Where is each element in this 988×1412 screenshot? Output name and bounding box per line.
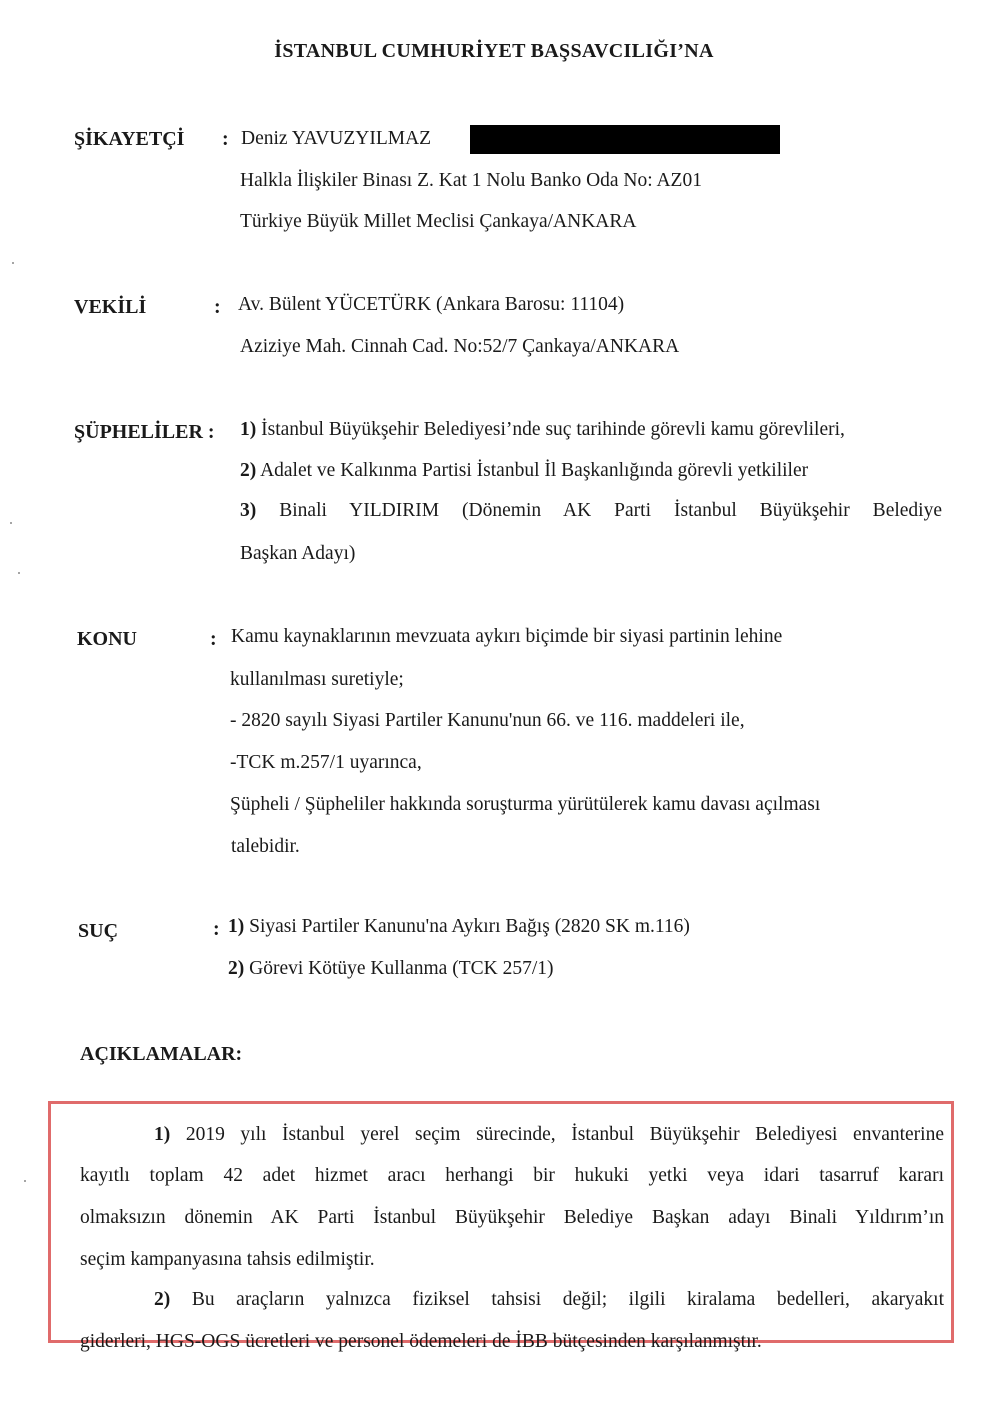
explanation-p1-line bbox=[154, 1124, 944, 1146]
complainant-address-line2: Türkiye Büyük Millet Meclisi Çankaya/ANKARA bbox=[240, 211, 637, 232]
subject-line: talebidir. bbox=[231, 836, 300, 857]
paragraph-text: 2019 yılı İstanbul yerel seçim sürecinde, İstanbul Büyükşehir Belediyesi envanterine bbox=[185, 1124, 944, 1145]
complainant-address-line1: Halkla İlişkiler Binası Z. Kat 1 Nolu Banko Oda No: AZ01 bbox=[240, 170, 702, 191]
redaction-bar bbox=[470, 125, 780, 154]
subject-colon: : bbox=[210, 628, 217, 650]
subject-line: kullanılması suretiyle; bbox=[230, 669, 404, 690]
explanation-p1-line: seçim kampanyasına tahsis edilmiştir. bbox=[80, 1249, 375, 1270]
subject-line: - 2820 sayılı Siyasi Partiler Kanunu'nun 66. ve 116. maddeleri ile, bbox=[230, 710, 745, 731]
crime-item-2 bbox=[228, 958, 553, 980]
subject-line: Şüpheli / Şüpheliler hakkında soruşturma yürütülerek kamu davası açılması bbox=[230, 794, 821, 815]
crime-number: 2) bbox=[228, 958, 245, 979]
suspect-text: Adalet ve Kalkınma Partisi İstanbul İl Başkanlığında görevli yetkililer bbox=[260, 460, 809, 481]
subject-label: KONU bbox=[77, 628, 137, 650]
paragraph-number: 1) bbox=[154, 1124, 171, 1145]
scan-speck bbox=[12, 262, 14, 264]
document-title: İSTANBUL CUMHURİYET BAŞSAVCILIĞI’NA bbox=[274, 40, 714, 62]
explanation-p2-line bbox=[154, 1289, 944, 1311]
suspect-text: Binali YILDIRIM (Dönemin AK Parti İstanbul Büyükşehir Belediye bbox=[279, 500, 942, 521]
explanation-p2-line: giderleri, HGS-OGS ücretleri ve personel ödemeleri de İBB bütçesinden karşılanmıştır. bbox=[80, 1331, 762, 1352]
crime-item-1 bbox=[228, 916, 690, 938]
subject-line: -TCK m.257/1 uyarınca, bbox=[230, 752, 422, 773]
attorney-colon: : bbox=[214, 296, 221, 318]
scan-speck bbox=[24, 1180, 26, 1182]
suspect-item-2 bbox=[240, 460, 808, 482]
subject-line: Kamu kaynaklarının mevzuata aykırı biçimde bir siyasi partinin lehine bbox=[231, 626, 783, 647]
suspect-text: İstanbul Büyükşehir Belediyesi’nde suç tarihinde görevli kamu görevlileri, bbox=[261, 419, 845, 440]
attorney-name: Av. Bülent YÜCETÜRK (Ankara Barosu: 11104) bbox=[238, 294, 625, 315]
suspect-item-1 bbox=[240, 419, 845, 441]
crime-label: SUÇ bbox=[78, 920, 119, 942]
explanation-p1-line: kayıtlı toplam 42 adet hizmet aracı herhangi bir hukuki yetki veya idari tasarruf kararı bbox=[80, 1165, 944, 1186]
crime-number: 1) bbox=[228, 916, 245, 937]
crime-text: Görevi Kötüye Kullanma (TCK 257/1) bbox=[249, 958, 554, 979]
suspect-item-3 bbox=[240, 500, 942, 522]
attorney-label: VEKİLİ bbox=[74, 296, 147, 318]
explanation-p1-line: olmaksızın dönemin AK Parti İstanbul Büyükşehir Belediye Başkan adayı Binali Yıldırım’ın bbox=[80, 1207, 944, 1228]
suspect-item-3-continued: Başkan Adayı) bbox=[240, 543, 356, 564]
suspect-number: 3) bbox=[240, 500, 257, 521]
attorney-address: Aziziye Mah. Cinnah Cad. No:52/7 Çankaya/ANKARA bbox=[240, 336, 680, 357]
crime-text: Siyasi Partiler Kanunu'na Aykırı Bağış (2820 SK m.116) bbox=[249, 916, 690, 937]
scan-speck bbox=[18, 572, 20, 574]
paragraph-text: Bu araçların yalnızca fiziksel tahsisi değil; ilgili kiralama bedelleri, akaryakıt bbox=[191, 1289, 945, 1310]
scan-speck bbox=[10, 522, 12, 524]
complainant-name: Deniz YAVUZYILMAZ bbox=[241, 128, 432, 149]
paragraph-number: 2) bbox=[154, 1289, 171, 1310]
suspects-label: ŞÜPHELİLER : bbox=[74, 421, 215, 443]
complainant-colon: : bbox=[222, 128, 229, 150]
suspect-number: 2) bbox=[240, 460, 257, 481]
explanations-heading: AÇIKLAMALAR: bbox=[80, 1043, 243, 1065]
complainant-label: ŞİKAYETÇİ bbox=[74, 128, 185, 150]
suspect-number: 1) bbox=[240, 419, 257, 440]
crime-colon: : bbox=[213, 918, 220, 940]
